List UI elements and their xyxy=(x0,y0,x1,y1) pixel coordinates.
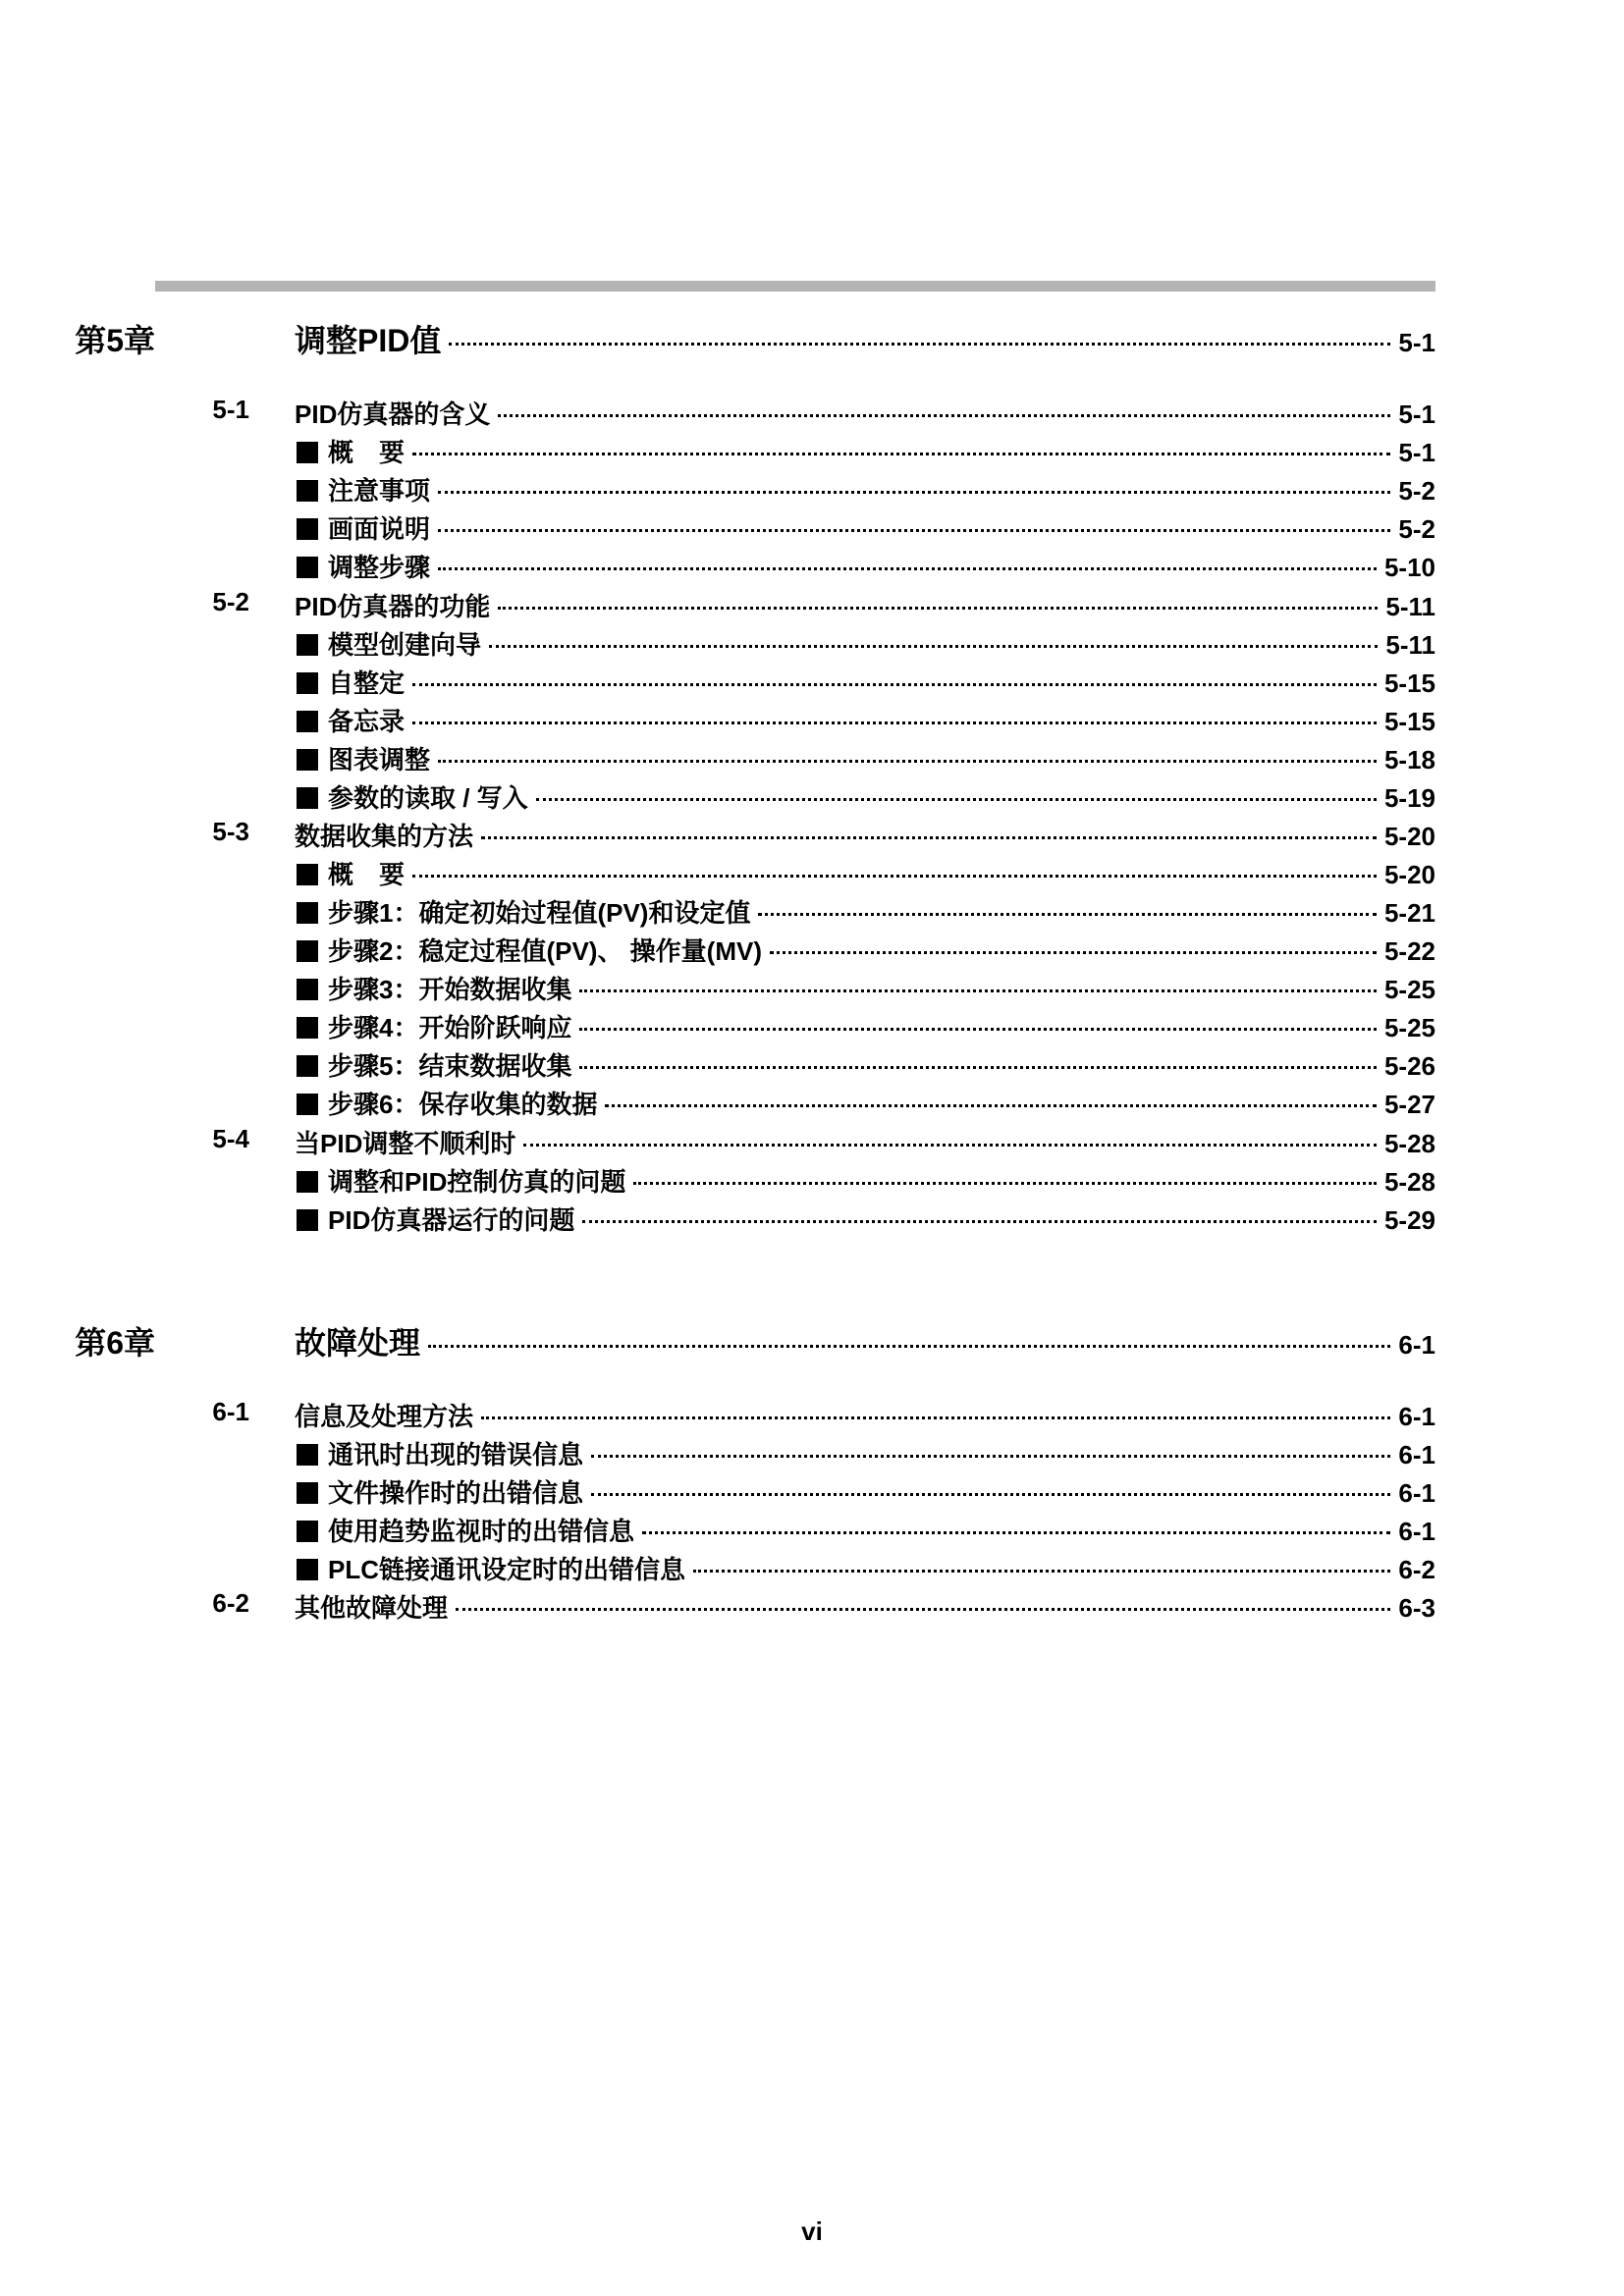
item-title-wrap xyxy=(297,1550,685,1586)
toc-item[interactable] xyxy=(0,1433,1624,1472)
item-page: 5-25 xyxy=(1383,1013,1435,1042)
item-entry xyxy=(297,1162,1435,1199)
dot-leader xyxy=(412,453,1390,455)
dot-leader xyxy=(579,1066,1376,1069)
dot-leader xyxy=(438,567,1377,570)
dot-leader xyxy=(438,529,1390,532)
toc-section-5-3[interactable] xyxy=(0,815,1624,854)
toc-item[interactable] xyxy=(0,1160,1624,1200)
item-title-wrap xyxy=(297,433,405,469)
item-page: 5-15 xyxy=(1383,707,1435,736)
section-title: PID仿真器的功能 xyxy=(295,592,491,621)
item-title: PID仿真器运行的问题 xyxy=(328,1205,575,1235)
section-entry xyxy=(295,1397,1435,1433)
item-entry xyxy=(297,1046,1435,1083)
section-number: 6-1 xyxy=(212,1397,249,1426)
item-title-wrap xyxy=(297,625,481,662)
item-title-wrap xyxy=(297,1435,583,1471)
dot-leader xyxy=(489,645,1378,648)
item-page: 5-2 xyxy=(1398,476,1435,506)
item-page: 5-25 xyxy=(1383,975,1435,1004)
dot-leader xyxy=(579,989,1376,992)
square-bullet-icon xyxy=(297,1521,318,1542)
section-title: 数据收集的方法 xyxy=(295,822,474,851)
item-page: 5-22 xyxy=(1383,936,1435,966)
square-bullet-icon xyxy=(297,672,318,694)
item-page: 5-18 xyxy=(1383,745,1435,774)
square-bullet-icon xyxy=(297,1444,318,1466)
item-entry xyxy=(297,1473,1435,1510)
chapter-title: 故障处理 xyxy=(295,1325,421,1361)
section-page: 6-3 xyxy=(1398,1593,1435,1623)
toc-item[interactable] xyxy=(0,623,1624,663)
toc-item[interactable] xyxy=(0,1548,1624,1587)
dot-leader xyxy=(412,721,1377,724)
dot-leader xyxy=(412,683,1377,686)
section-number: 5-4 xyxy=(212,1124,249,1153)
square-bullet-icon xyxy=(297,442,318,463)
dot-leader xyxy=(523,1144,1377,1147)
chapter-number: 第5章 xyxy=(75,323,155,358)
item-title-wrap xyxy=(297,1008,571,1044)
item-entry xyxy=(297,509,1435,546)
square-bullet-icon xyxy=(297,1055,318,1077)
toc-item[interactable] xyxy=(0,776,1624,816)
toc-section-5-4[interactable] xyxy=(0,1122,1624,1161)
section-entry xyxy=(295,1124,1435,1160)
section-entry xyxy=(295,395,1435,431)
item-page: 6-2 xyxy=(1398,1555,1435,1584)
toc-item[interactable] xyxy=(0,930,1624,969)
item-title-wrap xyxy=(297,1512,634,1548)
top-divider-bar xyxy=(155,281,1435,292)
dot-leader xyxy=(693,1570,1390,1573)
chapter-page: 6-1 xyxy=(1398,1330,1435,1360)
section-title: 当PID调整不顺利时 xyxy=(295,1129,516,1158)
dot-leader xyxy=(428,1345,1390,1348)
item-page: 6-1 xyxy=(1398,1478,1435,1508)
item-page: 5-15 xyxy=(1383,668,1435,698)
section-page: 5-28 xyxy=(1383,1129,1435,1158)
section-title: 信息及处理方法 xyxy=(295,1402,474,1431)
toc-item[interactable] xyxy=(0,431,1624,470)
square-bullet-icon xyxy=(297,518,318,540)
dot-leader xyxy=(633,1182,1377,1185)
dot-leader xyxy=(591,1455,1390,1458)
toc-chapter-5[interactable] xyxy=(0,316,1624,358)
square-bullet-icon xyxy=(297,940,318,962)
item-title-wrap xyxy=(297,664,405,700)
dot-leader xyxy=(579,1028,1376,1031)
item-entry xyxy=(297,778,1435,815)
square-bullet-icon xyxy=(297,1171,318,1193)
toc-item[interactable] xyxy=(0,1471,1624,1511)
item-title-wrap xyxy=(297,1201,574,1237)
dot-leader xyxy=(498,607,1378,610)
item-entry xyxy=(297,702,1435,738)
item-title-wrap xyxy=(297,1085,597,1121)
item-entry xyxy=(297,625,1435,662)
dot-leader xyxy=(758,913,1376,916)
item-title-wrap xyxy=(297,471,430,507)
item-entry xyxy=(297,1512,1435,1548)
toc-item[interactable] xyxy=(0,738,1624,777)
toc-section-5-1[interactable] xyxy=(0,393,1624,432)
dot-leader xyxy=(449,343,1390,346)
item-title: 步骤5：结束数据收集 xyxy=(328,1051,572,1081)
toc-item[interactable] xyxy=(0,546,1624,585)
section-title: 其他故障处理 xyxy=(295,1593,449,1623)
item-page: 6-1 xyxy=(1398,1440,1435,1469)
item-entry xyxy=(297,1008,1435,1044)
item-title: 步骤3：开始数据收集 xyxy=(328,975,572,1004)
toc-section-6-2[interactable] xyxy=(0,1586,1624,1626)
item-entry xyxy=(297,433,1435,469)
square-bullet-icon xyxy=(297,480,318,502)
item-title: 文件操作时的出错信息 xyxy=(328,1478,584,1508)
item-title: 图表调整 xyxy=(328,745,431,774)
section-number: 5-3 xyxy=(212,817,249,846)
toc-item[interactable] xyxy=(0,1083,1624,1122)
square-bullet-icon xyxy=(297,902,318,924)
item-entry xyxy=(297,855,1435,891)
dot-leader xyxy=(481,836,1377,839)
section-title: PID仿真器的含义 xyxy=(295,400,491,429)
toc-section-5-2[interactable] xyxy=(0,585,1624,624)
toc-item[interactable] xyxy=(0,1044,1624,1084)
dot-leader xyxy=(412,875,1377,878)
item-title: 调整步骤 xyxy=(328,553,431,582)
chapter-page: 5-1 xyxy=(1398,328,1435,357)
toc-item[interactable] xyxy=(0,1006,1624,1045)
dot-leader xyxy=(481,1416,1390,1419)
item-title-wrap xyxy=(297,778,528,815)
item-title-wrap xyxy=(297,1473,583,1510)
item-title: 调整和PID控制仿真的问题 xyxy=(328,1167,626,1197)
item-title: PLC链接通讯设定时的出错信息 xyxy=(328,1555,686,1584)
item-title-wrap xyxy=(297,855,405,891)
square-bullet-icon xyxy=(297,1559,318,1580)
page-number: vi xyxy=(801,2216,823,2246)
dot-leader xyxy=(642,1531,1390,1534)
section-entry xyxy=(295,817,1435,853)
dot-leader xyxy=(770,951,1377,954)
toc-item[interactable] xyxy=(0,700,1624,739)
toc-item[interactable] xyxy=(0,1199,1624,1238)
square-bullet-icon xyxy=(297,864,318,885)
square-bullet-icon xyxy=(297,1209,318,1231)
item-title: 注意事项 xyxy=(328,476,431,506)
square-bullet-icon xyxy=(297,1482,318,1504)
item-entry xyxy=(297,548,1435,584)
square-bullet-icon xyxy=(297,787,318,809)
item-title: 模型创建向导 xyxy=(328,630,482,660)
item-entry xyxy=(297,932,1435,968)
item-title: 概 要 xyxy=(328,438,406,467)
section-number: 5-1 xyxy=(212,395,249,424)
square-bullet-icon xyxy=(297,1094,318,1115)
item-title: 画面说明 xyxy=(328,514,431,544)
item-title: 通讯时出现的错误信息 xyxy=(328,1440,584,1469)
toc-item[interactable] xyxy=(0,507,1624,547)
item-title-wrap xyxy=(297,702,405,738)
item-title: 步骤4：开始阶跃响应 xyxy=(328,1013,572,1042)
item-title-wrap xyxy=(297,1162,625,1199)
item-title-wrap xyxy=(297,548,430,584)
item-entry xyxy=(297,970,1435,1006)
item-title: 步骤6：保存收集的数据 xyxy=(328,1090,598,1119)
section-entry xyxy=(295,587,1435,623)
item-title: 参数的读取 / 写入 xyxy=(328,783,528,813)
section-number: 5-2 xyxy=(212,587,249,616)
dot-leader xyxy=(591,1493,1390,1496)
section-page: 5-1 xyxy=(1398,400,1435,429)
square-bullet-icon xyxy=(297,711,318,732)
item-entry xyxy=(297,471,1435,507)
section-number: 6-2 xyxy=(212,1588,249,1618)
dot-leader xyxy=(582,1220,1377,1223)
item-title-wrap xyxy=(297,932,762,968)
dot-leader xyxy=(438,491,1390,494)
section-page: 5-20 xyxy=(1383,822,1435,851)
toc-chapter-6[interactable] xyxy=(0,1318,1624,1361)
item-title-wrap xyxy=(297,509,430,546)
square-bullet-icon xyxy=(297,1017,318,1039)
item-entry xyxy=(297,1550,1435,1586)
item-title-wrap xyxy=(297,1046,571,1083)
item-entry xyxy=(297,893,1435,930)
item-page: 6-1 xyxy=(1398,1517,1435,1546)
item-page: 5-1 xyxy=(1398,438,1435,467)
toc-section-6-1[interactable] xyxy=(0,1395,1624,1434)
item-page: 5-27 xyxy=(1383,1090,1435,1119)
dot-leader xyxy=(605,1104,1376,1107)
item-title: 步骤1：确定初始过程值(PV)和设定值 xyxy=(328,898,751,928)
item-page: 5-29 xyxy=(1383,1205,1435,1235)
square-bullet-icon xyxy=(297,557,318,578)
square-bullet-icon xyxy=(297,979,318,1000)
dot-leader xyxy=(498,414,1390,417)
item-entry xyxy=(297,1201,1435,1237)
item-title: 备忘录 xyxy=(328,707,406,736)
item-title-wrap xyxy=(297,893,750,930)
square-bullet-icon xyxy=(297,634,318,656)
item-entry xyxy=(297,664,1435,700)
item-title-wrap xyxy=(297,740,430,776)
chapter-entry xyxy=(295,1318,1435,1363)
item-page: 5-21 xyxy=(1383,898,1435,928)
toc-item[interactable] xyxy=(0,1510,1624,1549)
chapter-entry xyxy=(295,316,1435,361)
toc-item[interactable] xyxy=(0,891,1624,931)
item-entry xyxy=(297,740,1435,776)
section-page: 5-11 xyxy=(1385,592,1435,621)
item-page: 5-11 xyxy=(1385,630,1435,660)
item-title: 步骤2：稳定过程值(PV)、 操作量(MV) xyxy=(328,936,763,966)
dot-leader xyxy=(536,798,1377,801)
chapter-title: 调整PID值 xyxy=(295,323,442,358)
item-title: 自整定 xyxy=(328,668,406,698)
section-entry xyxy=(295,1588,1435,1625)
item-page: 5-28 xyxy=(1383,1167,1435,1197)
item-title: 概 要 xyxy=(328,860,406,889)
item-page: 5-2 xyxy=(1398,514,1435,544)
item-page: 5-10 xyxy=(1383,553,1435,582)
chapter-number: 第6章 xyxy=(75,1325,155,1361)
toc-item[interactable] xyxy=(0,853,1624,892)
toc-item[interactable] xyxy=(0,469,1624,508)
item-page: 5-26 xyxy=(1383,1051,1435,1081)
section-page: 6-1 xyxy=(1398,1402,1435,1431)
toc-item[interactable] xyxy=(0,968,1624,1007)
square-bullet-icon xyxy=(297,749,318,771)
dot-leader xyxy=(438,760,1377,763)
item-entry xyxy=(297,1435,1435,1471)
item-title: 使用趋势监视时的出错信息 xyxy=(328,1517,635,1546)
item-page: 5-19 xyxy=(1383,783,1435,813)
dot-leader xyxy=(456,1608,1390,1611)
item-title-wrap xyxy=(297,970,571,1006)
item-entry xyxy=(297,1085,1435,1121)
item-page: 5-20 xyxy=(1383,860,1435,889)
toc-item[interactable] xyxy=(0,662,1624,701)
